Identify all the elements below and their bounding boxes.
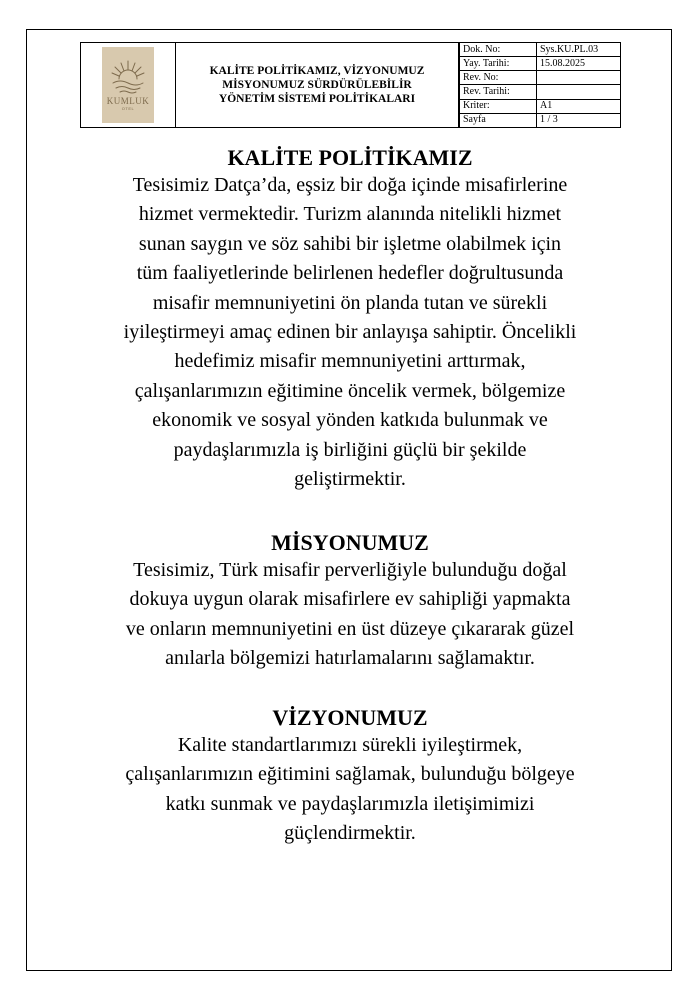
section-heading: MİSYONUMUZ	[271, 530, 429, 555]
vision-section	[60, 705, 640, 849]
section-heading: KALİTE POLİTİKAMIZ	[227, 145, 473, 170]
meta-value	[537, 71, 621, 85]
text-line: sunan saygın ve söz sahibi bir işletme olabilmek için	[138, 232, 562, 255]
text-line: iyileştirmeyi amaç edinen bir anlayışa sahiptir. Öncelikli	[123, 321, 577, 344]
section-body	[60, 556, 640, 674]
meta-row	[460, 71, 621, 85]
meta-value: Sys.KU.PL.03	[537, 43, 621, 57]
document-title	[176, 43, 459, 127]
document-meta-table	[459, 43, 620, 127]
text-line: Kalite standartlarımızı sürekli iyileştirmek,	[177, 734, 523, 756]
sun-wave-icon	[108, 59, 148, 95]
meta-label: Sayfa	[460, 113, 537, 127]
text-line: Tesisimiz Datça’da, eşsiz bir doğa içinde misafirlerine	[132, 174, 568, 196]
title-line: YÖNETİM SİSTEMİ POLİTİKALARI	[218, 93, 416, 105]
text-line: hedefimiz misafir memnuniyetini arttırmak,	[174, 350, 526, 373]
meta-label: Kriter:	[460, 99, 537, 113]
meta-row	[460, 57, 621, 71]
title-line: MİSYONUMUZ SÜRDÜRÜLEBİLİR	[222, 79, 412, 91]
text-line: Tesisimiz, Türk misafir perverliğiyle bulunduğu doğal	[133, 559, 567, 581]
text-line: dokuya uygun olarak misafirlere ev sahipliği yapmakta	[129, 588, 571, 611]
section-body	[60, 171, 640, 494]
text-line: çalışanlarımızın eğitimini sağlamak, bulunduğu bölgeye	[125, 763, 575, 786]
logo-text: KUMLUK	[106, 96, 150, 106]
meta-row	[460, 43, 621, 57]
text-line: misafir memnuniyetini ön planda tutan ve sürekli	[152, 291, 548, 314]
kumluk-logo	[102, 47, 154, 123]
meta-label: Dok. No:	[460, 43, 537, 57]
text-line: ekonomik ve sosyal yönden katkıda bulunmak ve	[152, 409, 548, 432]
text-line: ve onların memnuniyetini en üst düzeye çıkararak güzel	[125, 617, 575, 640]
text-line: tüm faaliyetlerinde belirlenen hedefler doğrultusunda	[136, 262, 564, 285]
meta-value	[537, 85, 621, 99]
meta-value: 1 / 3	[537, 113, 621, 127]
title-line: KALİTE POLİTİKAMIZ, VİZYONUMUZ	[209, 65, 425, 77]
meta-value: 15.08.2025	[537, 57, 621, 71]
meta-label: Rev. No:	[460, 71, 537, 85]
meta-label: Rev. Tarihi:	[460, 85, 537, 99]
meta-row	[460, 113, 621, 127]
mission-section	[60, 530, 640, 674]
quality-policy-section	[60, 145, 640, 494]
text-line: hizmet vermektedir. Turizm alanında nitelikli hizmet	[138, 203, 562, 226]
text-line: katkı sunmak ve paydaşlarımızla iletişimimizi	[165, 792, 535, 815]
meta-value: A1	[537, 99, 621, 113]
text-line: paydaşlarımızla iş birliğini güçlü bir şekilde	[173, 438, 527, 461]
section-heading: VİZYONUMUZ	[272, 705, 428, 730]
text-line: anılarla bölgemizi hatırlamalarını sağlamaktır.	[165, 647, 535, 670]
meta-row	[460, 85, 621, 99]
text-line: güçlendirmektir.	[284, 822, 416, 845]
text-line: çalışanlarımızın eğitimine öncelik vermek, bölgemize	[134, 379, 566, 402]
logo-cell	[81, 43, 176, 127]
section-body	[60, 731, 640, 849]
logo-subtext: OTEL	[121, 106, 135, 111]
document-header	[80, 42, 621, 128]
meta-row	[460, 99, 621, 113]
text-line: geliştirmektir.	[294, 468, 406, 491]
meta-label: Yay. Tarihi:	[460, 57, 537, 71]
